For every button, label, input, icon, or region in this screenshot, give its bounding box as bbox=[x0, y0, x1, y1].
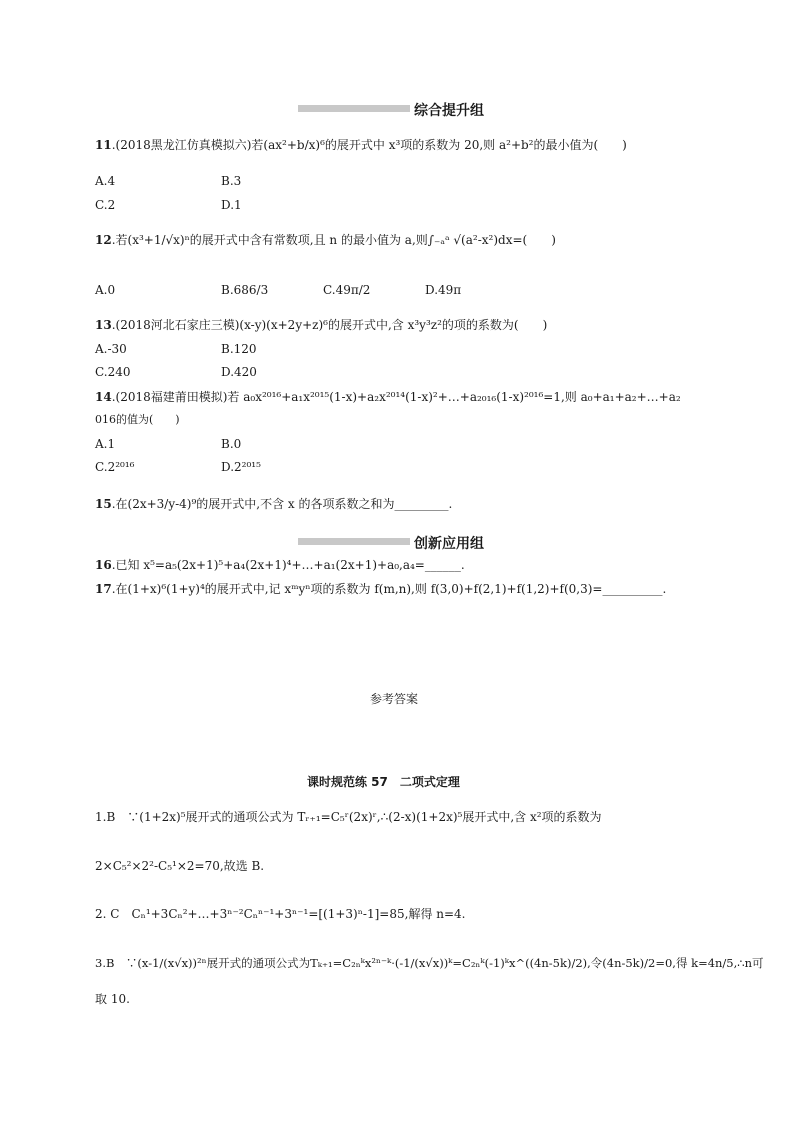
question-number: 13 bbox=[95, 318, 112, 332]
question-text: .已知 x⁵=a₅(2x+1)⁵+a₄(2x+1)⁴+…+a₁(2x+1)+a₀,a₄=______. bbox=[111, 558, 465, 572]
question-14-continuation: 016的值为( ) bbox=[95, 413, 180, 426]
question-16 bbox=[95, 557, 465, 573]
option-d: D.1 bbox=[221, 198, 242, 212]
question-15 bbox=[95, 496, 452, 512]
lesson-title: 课时规范练 57 二项式定理 bbox=[307, 775, 460, 789]
answer-2: 2. C Cₙ¹+3Cₙ²+…+3ⁿ⁻²Cₙⁿ⁻¹+3ⁿ⁻¹=[(1+3)ⁿ-1]=85,解得 n=4. bbox=[95, 907, 466, 921]
answer-1-line-2: 2×C₅²×2²-C₅¹×2=70,故选 B. bbox=[95, 859, 265, 873]
question-text: .(2018河北石家庄三模)(x-y)(x+2y+z)⁶的展开式中,含 x³y³z²的项的系数为( ) bbox=[111, 318, 548, 332]
option-a: A.-30 bbox=[95, 342, 127, 356]
option-d: D.420 bbox=[221, 365, 257, 379]
section-title: 综合提升组 bbox=[414, 103, 484, 119]
option-a: A.0 bbox=[95, 283, 116, 297]
option-b: B.686/3 bbox=[221, 283, 269, 297]
answer-3-line-1: 3.B ∵(x-1/(x√x))²ⁿ展开式的通项公式为Tₖ₊₁=C₂ₙᵏx²ⁿ⁻ᵏ·(-1/(x√x))ᵏ=C₂ₙᵏ(-1)ᵏx^((4n-5k)/2),令(4n-5k)/2=0,得 k=4n/5,∴n可 bbox=[95, 956, 764, 970]
answers-heading: 参考答案 bbox=[370, 692, 419, 706]
section-header-bar bbox=[298, 538, 410, 545]
option-b: B.3 bbox=[221, 174, 242, 188]
option-a: A.4 bbox=[95, 174, 116, 188]
option-b: B.120 bbox=[221, 342, 257, 356]
answer-3-line-2: 取 10. bbox=[95, 992, 130, 1006]
option-d: D.2²⁰¹⁵ bbox=[221, 460, 261, 474]
option-b: B.0 bbox=[221, 437, 242, 451]
question-number: 11 bbox=[95, 138, 112, 152]
question-text: .在(2x+3/y-4)⁹的展开式中,不含 x 的各项系数之和为_________. bbox=[111, 497, 453, 511]
question-number: 17 bbox=[95, 582, 112, 596]
option-a: A.1 bbox=[95, 437, 116, 451]
question-17 bbox=[95, 581, 666, 597]
question-13 bbox=[95, 317, 547, 333]
question-11 bbox=[95, 137, 627, 153]
section-header-innovation bbox=[298, 533, 498, 552]
section-header-bar bbox=[298, 105, 410, 112]
question-number: 12 bbox=[95, 233, 112, 247]
question-14 bbox=[95, 389, 681, 405]
option-c: C.49π/2 bbox=[323, 283, 371, 297]
option-c: C.2 bbox=[95, 198, 116, 212]
section-header-comprehensive bbox=[298, 100, 498, 119]
option-c: C.240 bbox=[95, 365, 131, 379]
question-number: 16 bbox=[95, 558, 112, 572]
question-12 bbox=[95, 232, 556, 248]
question-number: 14 bbox=[95, 390, 112, 404]
section-title: 创新应用组 bbox=[414, 536, 484, 552]
option-c: C.2²⁰¹⁶ bbox=[95, 460, 135, 474]
question-text: .若(x³+1/√x)ⁿ的展开式中含有常数项,且 n 的最小值为 a,则∫₋ₐᵃ √(a²-x²)dx=( ) bbox=[111, 233, 556, 247]
question-text: .在(1+x)⁶(1+y)⁴的展开式中,记 xᵐyⁿ项的系数为 f(m,n),则 f(3,0)+f(2,1)+f(1,2)+f(0,3)=__________. bbox=[111, 582, 667, 596]
question-text: .(2018黑龙江仿真模拟六)若(ax²+b/x)⁶的展开式中 x³项的系数为 20,则 a²+b²的最小值为( ) bbox=[111, 138, 627, 152]
question-text: .(2018福建莆田模拟)若 a₀x²⁰¹⁶+a₁x²⁰¹⁵(1-x)+a₂x²⁰¹⁴(1-x)²+…+a₂₀₁₆(1-x)²⁰¹⁶=1,则 a₀+a₁+a₂+…+a₂ bbox=[111, 390, 681, 404]
question-number: 15 bbox=[95, 497, 112, 511]
option-d: D.49π bbox=[425, 283, 462, 297]
answer-1-line-1: 1.B ∵(1+2x)⁵展开式的通项公式为 Tᵣ₊₁=C₅ʳ(2x)ʳ,∴(2-x)(1+2x)⁵展开式中,含 x²项的系数为 bbox=[95, 810, 602, 824]
